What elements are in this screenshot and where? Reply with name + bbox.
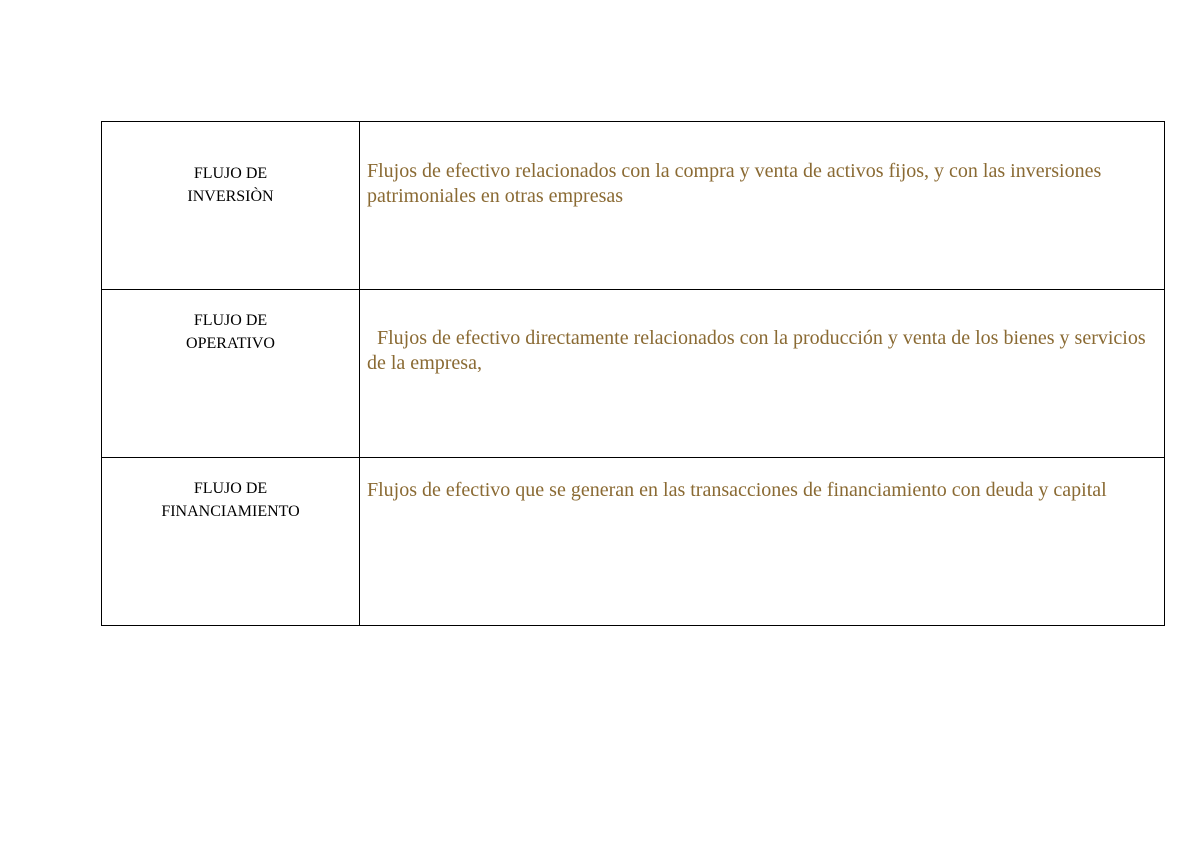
flow-description-cell <box>360 458 1165 626</box>
flow-description: Flujos de efectivo que se generan en las transacciones de financiamiento con deuda y capital <box>367 479 1107 501</box>
flow-description-cell <box>360 122 1165 290</box>
table-row-operativo <box>102 290 1165 458</box>
flow-label-cell <box>102 458 360 626</box>
flow-description: Flujos de efectivo directamente relacionados con la producción y venta de los bienes y servicios de la empresa, <box>367 327 1151 374</box>
flow-label <box>102 122 359 208</box>
flow-label <box>102 458 359 523</box>
flow-label <box>102 290 359 355</box>
cash-flow-table <box>101 121 1165 626</box>
flow-label-line1: FLUJO DE <box>193 480 268 497</box>
flow-label-line2: INVERSIÒN <box>187 188 274 205</box>
flow-label-line1: FLUJO DE <box>193 312 268 329</box>
flow-description-cell <box>360 290 1165 458</box>
table-row-inversion <box>102 122 1165 290</box>
flow-label-cell <box>102 290 360 458</box>
flow-label-line1: FLUJO DE <box>193 165 268 182</box>
flow-label-cell <box>102 122 360 290</box>
flow-description: Flujos de efectivo relacionados con la compra y venta de activos fijos, y con las inversiones patrimoniales en otras empresas <box>367 160 1107 207</box>
flow-label-line2: FINANCIAMIENTO <box>161 503 300 520</box>
flow-label-line2: OPERATIVO <box>186 335 275 352</box>
table-row-financiamiento <box>102 458 1165 626</box>
